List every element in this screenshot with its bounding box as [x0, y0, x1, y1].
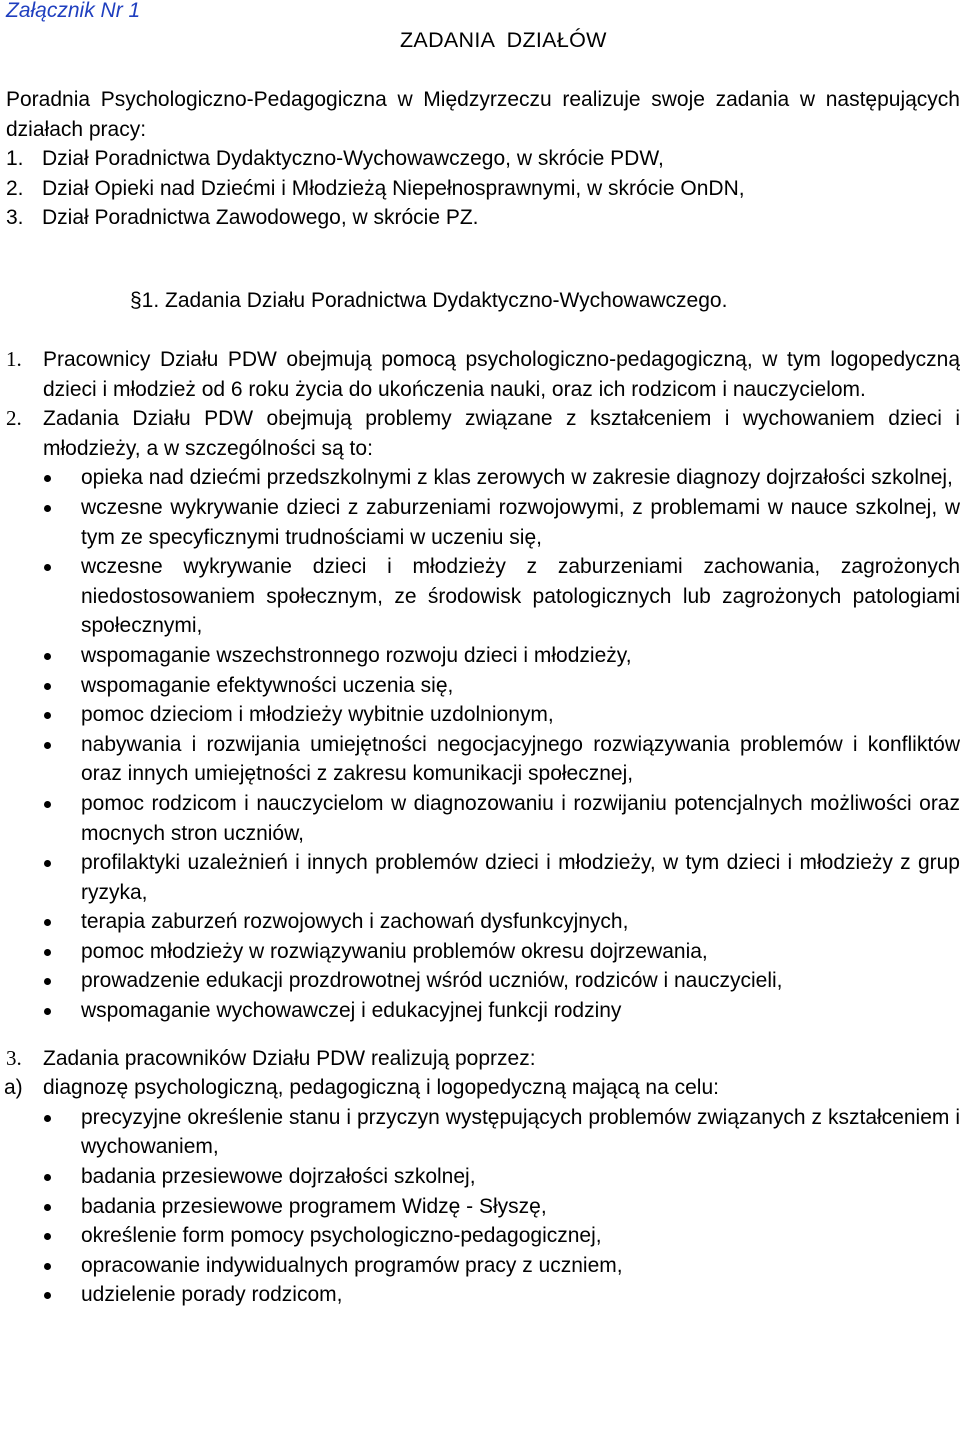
point-number: 1. [6, 347, 22, 371]
list-item [6, 671, 960, 701]
department-number: 2. [6, 176, 24, 200]
point-2-bullet-list [6, 463, 960, 1025]
list-item [6, 1162, 960, 1192]
list-item [6, 700, 960, 730]
list-item [6, 789, 960, 848]
point-text: Zadania pracowników Działu PDW realizują poprzez: [43, 1046, 536, 1070]
list-item-text: opieka nad dziećmi przedszkolnymi z klas zerowych w zakresie diagnozy dojrzałości szkolnej, [81, 466, 953, 490]
list-item-text: terapia zaburzeń rozwojowych i zachowań dysfunkcyjnych, [81, 910, 629, 934]
document-title: ZADANIA DZIAŁÓW [400, 28, 607, 52]
list-item [6, 493, 960, 552]
department-label: Dział Opieki nad Dziećmi i Młodzieżą Niepełnosprawnymi, w skrócie OnDN, [42, 176, 745, 200]
point-1 [6, 345, 960, 404]
bullet-icon [44, 712, 51, 719]
bullet-icon [44, 860, 51, 867]
bullet-icon [44, 801, 51, 808]
list-item [6, 1192, 960, 1222]
point-2 [6, 404, 960, 463]
bullet-icon [44, 1263, 51, 1270]
department-label: Dział Poradnictwa Dydaktyczno-Wychowawczego, w skrócie PDW, [42, 147, 664, 171]
subpoint-a-bullet-list [6, 1103, 960, 1310]
list-item [6, 1103, 960, 1162]
list-item-text: wspomaganie wszechstronnego rozwoju dzieci i młodzieży, [81, 643, 632, 667]
bullet-icon [44, 1174, 51, 1181]
bullet-icon [44, 742, 51, 749]
list-item-text: badania przesiewowe programem Widzę - Słyszę, [81, 1194, 547, 1218]
list-item-text: określenie form pomocy psychologiczno-pedagogicznej, [81, 1224, 602, 1248]
list-item-text: profilaktyki uzależnień i innych problemów dzieci i młodzieży, w tym dzieci i młodzieży z grup ryzyka, [81, 851, 960, 904]
point-number: 3. [6, 1045, 22, 1070]
list-item-text: pomoc dzieciom i młodzieży wybitnie uzdolnionym, [81, 703, 554, 727]
list-item-text: wczesne wykrywanie dzieci z zaburzeniami rozwojowymi, z problemami w nauce szkolnej, w tym ze specyficznymi trudnościami w uczeniu się, [81, 495, 960, 549]
bullet-icon [44, 919, 51, 926]
subpoint-label: a) [4, 1076, 23, 1100]
list-item [6, 996, 960, 1026]
bullet-icon [44, 1115, 51, 1122]
bullet-icon [44, 653, 51, 660]
list-item [6, 1280, 960, 1310]
list-item [6, 907, 960, 937]
list-item [6, 848, 960, 907]
department-label: Dział Poradnictwa Zawodowego, w skrócie PZ. [42, 206, 479, 230]
intro-paragraph: Poradnia Psychologiczno-Pedagogiczna w Międzyrzeczu realizuje swoje zadania w następujących działach pracy: [6, 88, 960, 141]
subpoint-a [4, 1073, 960, 1103]
department-item [6, 203, 960, 233]
list-item-text: udzielenie porady rodzicom, [81, 1283, 343, 1307]
list-item [6, 463, 960, 493]
bullet-icon [44, 1008, 51, 1015]
list-item-text: pomoc rodzicom i nauczycielom w diagnozowaniu i rozwijaniu potencjalnych możliwości oraz mocnych stron uczniów, [81, 791, 960, 845]
subpoint-text: diagnozę psychologiczną, pedagogiczną i logopedyczną mającą na celu: [43, 1076, 719, 1100]
list-item [6, 552, 960, 641]
departments-list [6, 144, 960, 233]
list-item-text: opracowanie indywidualnych programów pracy z uczniem, [81, 1253, 623, 1277]
list-item-text: badania przesiewowe dojrzałości szkolnej, [81, 1165, 476, 1189]
section-heading: §1. Zadania Działu Poradnictwa Dydaktyczno-Wychowawczego. [130, 289, 728, 312]
intro-section [6, 85, 960, 233]
list-item-text: nabywania i rozwijania umiejętności negocjacyjnego rozwiązywania problemów i konfliktów oraz innych umiejętności z zakresu komunikacji społecznej, [81, 732, 960, 786]
bullet-icon [44, 505, 51, 512]
section-points [6, 345, 960, 1310]
bullet-icon [44, 978, 51, 985]
point-number: 2. [6, 406, 22, 431]
point-text: Zadania Działu PDW obejmują problemy związane z kształceniem i wychowaniem dzieci i młodzieży, a w szczególności są to: [43, 407, 960, 460]
list-item [6, 641, 960, 671]
bullet-icon [44, 1204, 51, 1211]
point-3 [6, 1044, 960, 1074]
bullet-icon [44, 475, 51, 482]
list-item [6, 966, 960, 996]
list-item-text: wspomaganie wychowawczej i edukacyjnej funkcji rodziny [81, 999, 622, 1023]
bullet-icon [44, 1233, 51, 1240]
department-number: 3. [6, 206, 24, 230]
bullet-icon [44, 949, 51, 956]
list-item-text: precyzyjne określenie stanu i przyczyn występujących problemów związanych z kształceniem i wychowaniem, [81, 1105, 960, 1159]
department-item [6, 174, 960, 204]
list-item [6, 1251, 960, 1281]
bullet-icon [44, 564, 51, 571]
list-item [6, 1221, 960, 1251]
list-item-text: wczesne wykrywanie dzieci i młodzieży z zaburzeniami zachowania, zagrożonych niedostosowaniem społecznym, ze środowisk patologicznych lub zagrożonych patologiami społecznymi, [81, 555, 960, 638]
annex-label: Załącznik Nr 1 [6, 0, 141, 22]
list-item [6, 937, 960, 967]
bullet-icon [44, 683, 51, 690]
list-item-text: pomoc młodzieży w rozwiązywaniu problemów okresu dojrzewania, [81, 939, 708, 963]
department-item [6, 144, 960, 174]
list-item-text: wspomaganie efektywności uczenia się, [81, 673, 454, 697]
bullet-icon [44, 1292, 51, 1299]
department-number: 1. [6, 147, 24, 171]
list-item-text: prowadzenie edukacji prozdrowotnej wśród uczniów, rodziców i nauczycieli, [81, 969, 783, 993]
point-text: Pracownicy Działu PDW obejmują pomocą psychologiczno-pedagogiczną, w tym logopedyczną dzieci i młodzież od 6 roku życia do ukończenia nauki, oraz ich rodzicom i nauczycielom. [43, 348, 960, 401]
list-item [6, 730, 960, 789]
